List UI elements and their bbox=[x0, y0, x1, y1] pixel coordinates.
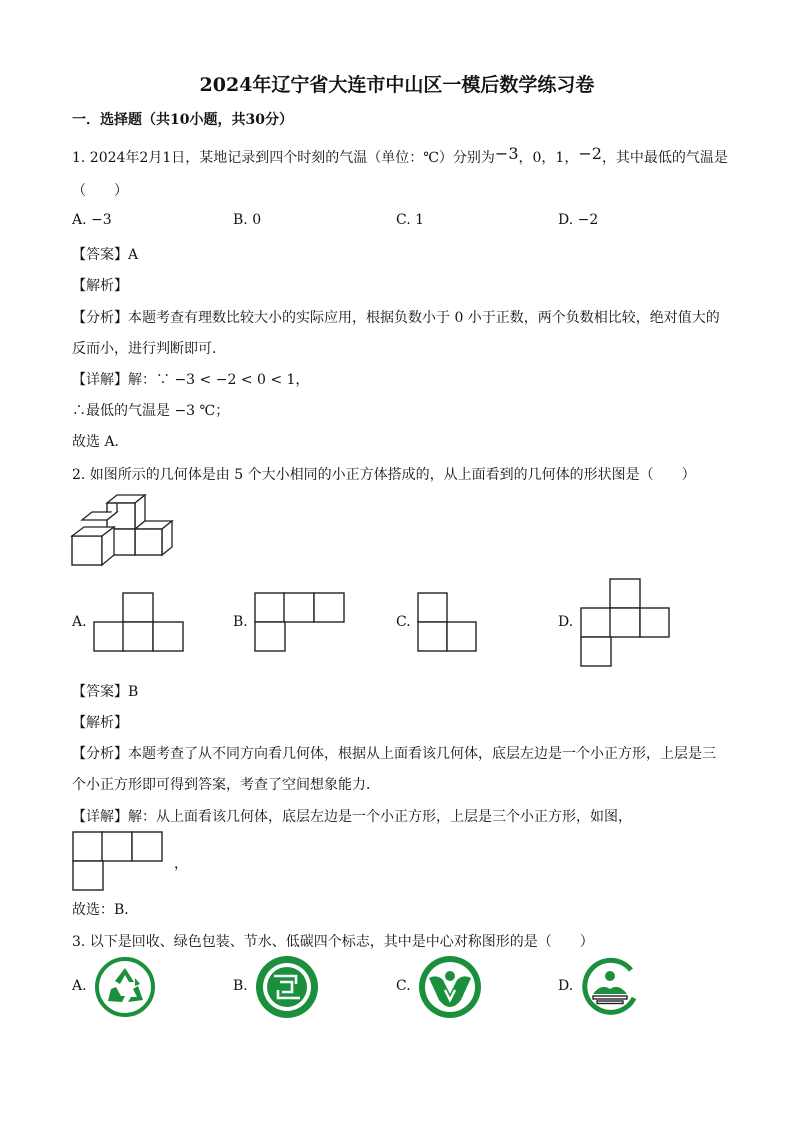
q2-comma: ， bbox=[174, 856, 188, 872]
q2-analysis-1: 【分析】本题考查了从不同方向看几何体，根据从上面看该几何体，底层左边是一个小正方形，上层是三 bbox=[72, 746, 716, 762]
q2-option-b-label[interactable]: B. bbox=[233, 614, 248, 630]
low-carbon-logo-icon[interactable] bbox=[579, 956, 641, 1018]
q1-detail: 【详解】解：∵ −3 < −2 < 0 < 1， bbox=[72, 372, 310, 388]
q1-stem bbox=[72, 144, 728, 167]
q1-stem-b: ，其中最低的气温是 bbox=[601, 150, 728, 166]
recycle-logo-icon[interactable] bbox=[94, 956, 156, 1018]
q2-detail: 【详解】解：从上面看该几何体，底层左边是一个小正方形，上层是三个小正方形，如图， bbox=[72, 809, 632, 825]
q1-value-2: −2 bbox=[578, 144, 602, 163]
q3-option-a-label[interactable]: A. bbox=[72, 978, 87, 994]
q2-answer: 【答案】B bbox=[72, 684, 139, 700]
q2-stem: 2. 如图所示的几何体是由 5 个大小相同的小正方体搭成的，从上面看到的几何体的形状图是（ ） bbox=[72, 467, 696, 483]
q3-stem: 3. 以下是回收、绿色包装、节水、低碳四个标志，其中是中心对称图形的是（ ） bbox=[72, 934, 594, 950]
q1-analysis-1: 【分析】本题考查有理数比较大小的实际应用，根据负数小于 0 小于正数，两个负数相比较，绝对值大的 bbox=[72, 310, 720, 326]
q1-answer: 【答案】A bbox=[72, 247, 139, 263]
q1-option-a[interactable]: A. −3 bbox=[72, 212, 112, 228]
q2-analysis-2: 个小正方形即可得到答案，考查了空间想象能力． bbox=[72, 777, 380, 793]
q2-option-d-figure[interactable] bbox=[580, 578, 672, 670]
q2-option-a-label[interactable]: A. bbox=[72, 614, 87, 630]
q1-detail-2: ∴最低的气温是 −3 ℃； bbox=[72, 403, 230, 419]
q3-option-c-label[interactable]: C. bbox=[396, 978, 411, 994]
q3-option-d-label[interactable]: D. bbox=[558, 978, 574, 994]
q2-answer-figure bbox=[72, 831, 164, 893]
q3-option-b-label[interactable]: B. bbox=[233, 978, 248, 994]
q1-value-1: −3 bbox=[494, 144, 519, 163]
q2-option-c-figure[interactable] bbox=[417, 592, 479, 654]
q1-choose: 故选 A． bbox=[72, 434, 129, 450]
q1-stem-mid: ，0，1， bbox=[518, 150, 579, 166]
green-packaging-logo-icon[interactable] bbox=[254, 954, 320, 1020]
q1-option-c[interactable]: C. 1 bbox=[396, 212, 425, 228]
q1-option-b[interactable]: B. 0 bbox=[233, 212, 262, 228]
q1-jiexi: 【解析】 bbox=[72, 278, 128, 294]
q2-choose: 故选：B． bbox=[72, 902, 139, 918]
q2-option-b-figure[interactable] bbox=[254, 592, 346, 654]
q2-option-c-label[interactable]: C. bbox=[396, 614, 411, 630]
water-saving-logo-icon[interactable] bbox=[417, 954, 483, 1020]
q1-paren: （ ） bbox=[72, 183, 128, 199]
page-title: 2024年辽宁省大连市中山区一模后数学练习卷 bbox=[199, 74, 595, 96]
q2-option-d-label[interactable]: D. bbox=[558, 614, 574, 630]
section-heading: 一．选择题（共10小题，共30分） bbox=[72, 112, 293, 128]
q2-solid-figure bbox=[70, 493, 180, 568]
q1-analysis-2: 反而小，进行判断即可． bbox=[72, 341, 226, 357]
q1-stem-a: 1. 2024年2月1日，某地记录到四个时刻的气温（单位：℃）分别为 bbox=[72, 150, 495, 166]
q2-jiexi: 【解析】 bbox=[72, 715, 128, 731]
q1-option-d[interactable]: D. −2 bbox=[558, 212, 599, 228]
q2-option-a-figure[interactable] bbox=[93, 592, 185, 654]
